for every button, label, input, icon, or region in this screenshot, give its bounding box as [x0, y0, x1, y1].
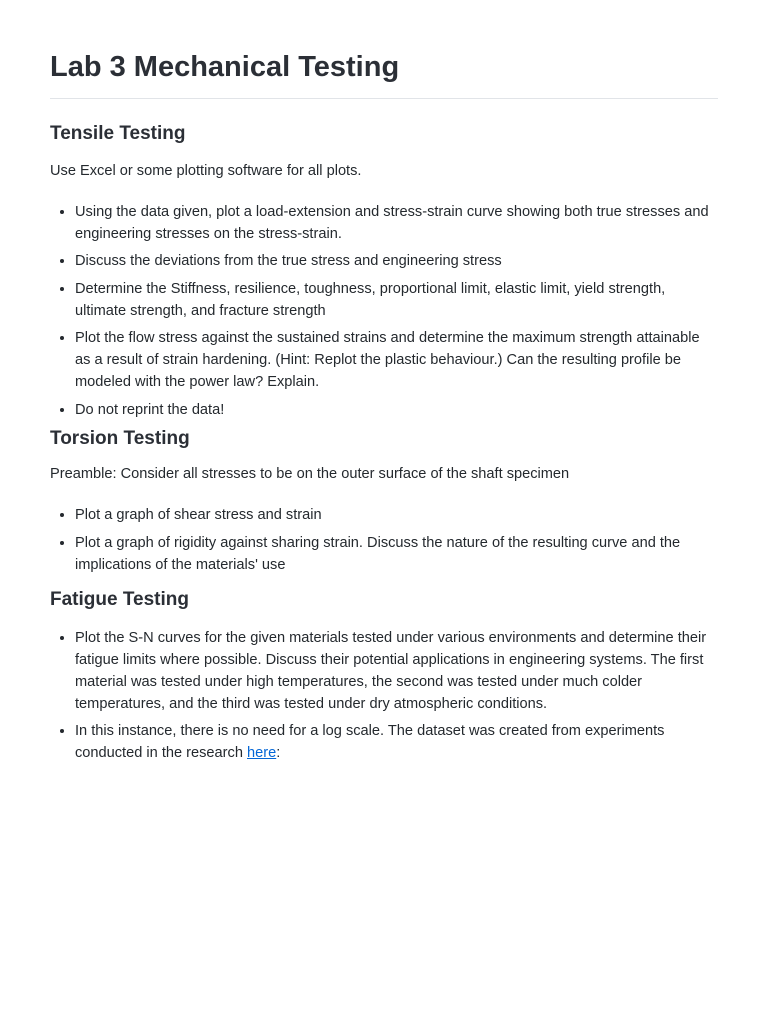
- tensile-list: [50, 201, 718, 421]
- torsion-list: [50, 504, 718, 576]
- research-link[interactable]: here: [247, 745, 277, 762]
- page-title: Lab 3 Mechanical Testing: [50, 0, 718, 99]
- list-item-suffix: :: [276, 745, 281, 762]
- list-item: • Plot a graph of shear stress and strain: [75, 504, 718, 526]
- tensile-intro: Use Excel or some plotting software for all plots.: [50, 162, 362, 179]
- list-item: • Plot the S-N curves for the given materials tested under various environments and determine their fatigue limits where possible. Discuss their potential applications in engineering systems. The first material was tested under high temperatures, the second was tested under much colder temperatures, and the third was tested under dry atmospheric conditions.: [75, 627, 718, 715]
- list-item: • Do not reprint the data!: [75, 399, 718, 421]
- list-item-text: In this instance, there is no need for a log scale. The dataset was created from experiments conducted in the research: [75, 723, 665, 762]
- tensile-testing-heading: Tensile Testing: [50, 122, 186, 144]
- list-item: • Plot a graph of rigidity against sharing strain. Discuss the nature of the resulting curve and the implications of the materials' use: [75, 532, 718, 576]
- fatigue-list: [50, 627, 718, 765]
- fatigue-testing-heading: Fatigue Testing: [50, 588, 189, 610]
- list-item: • Determine the Stiffness, resilience, toughness, proportional limit, elastic limit, yield strength, ultimate strength, and fracture strength: [75, 278, 718, 322]
- list-item: • Discuss the deviations from the true stress and engineering stress: [75, 250, 718, 272]
- list-item: • Plot the flow stress against the sustained strains and determine the maximum strength attainable as a result of strain hardening. (Hint: Replot the plastic behaviour.) Can the resulting profile be modeled with the power law? Explain.: [75, 327, 718, 393]
- list-item: • Using the data given, plot a load-extension and stress-strain curve showing both true stresses and engineering stresses on the stress-strain.: [75, 201, 718, 245]
- list-item: [75, 720, 718, 764]
- torsion-testing-heading: Torsion Testing: [50, 427, 190, 449]
- torsion-preamble: Preamble: Consider all stresses to be on the outer surface of the shaft specimen: [50, 466, 570, 483]
